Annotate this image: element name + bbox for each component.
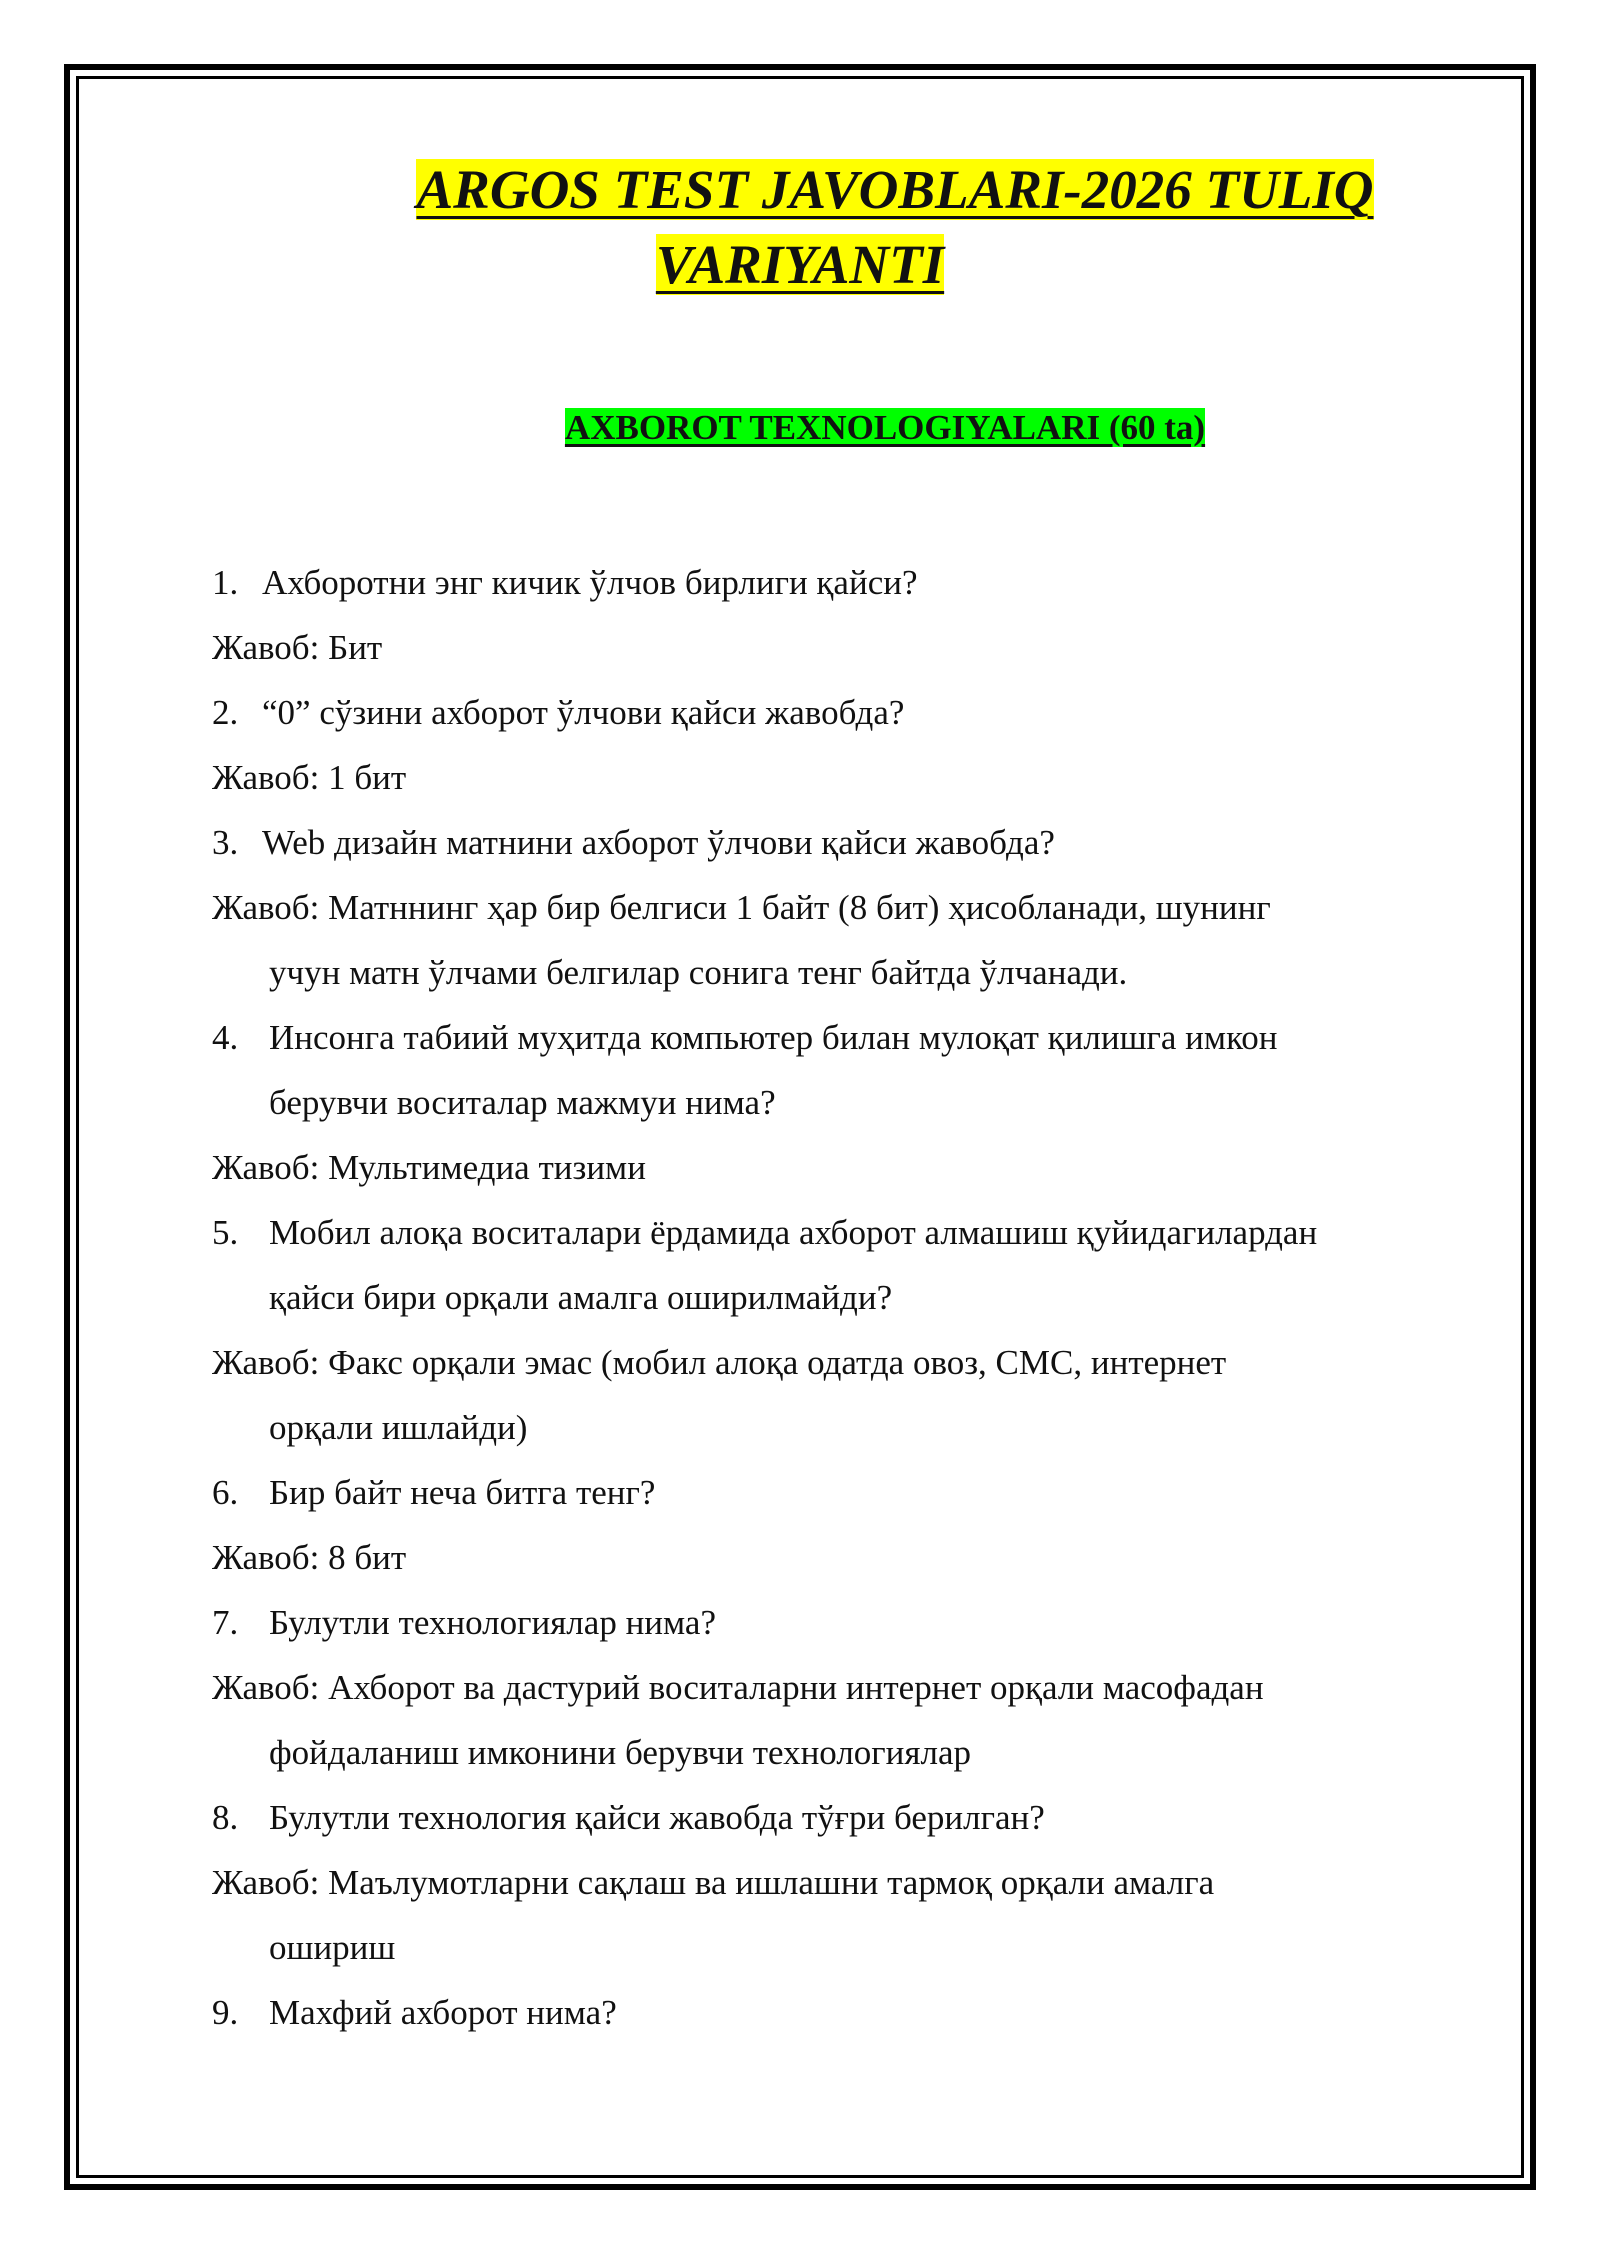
question-text: “0” сўзини ахборот ўлчови қайси жавобда? [262,693,905,732]
answer-8-continued: ошириш [269,1928,396,1967]
question-text: Махфий ахборот нима? [269,1993,617,2032]
question-3 [212,810,1472,875]
question-number: 4. [212,1018,239,1057]
answer-1: Жавоб: Бит [212,628,383,667]
answer-7: Жавоб: Ахборот ва дастурий воситаларни интернет орқали масофадан [212,1668,1264,1707]
document-title-line-2: VARIYANTI [655,234,945,295]
question-answer-list [212,550,1472,2045]
question-text: Web дизайн матнини ахборот ўлчови қайси жавобда? [262,823,1055,862]
question-7 [212,1590,1472,1655]
question-number: 6. [212,1473,239,1512]
question-number: 2. [212,693,239,732]
question-6 [212,1460,1472,1525]
question-text: Бир байт неча битга тенг? [269,1473,656,1512]
answer-7-continued: фойдаланиш имконини берувчи технологиялар [269,1733,971,1772]
answer-8: Жавоб: Маълумотларни сақлаш ва ишлашни тармоқ орқали амалга [212,1863,1215,1902]
question-number: 7. [212,1603,239,1642]
question-text: Ахборотни энг кичик ўлчов бирлиги қайси? [262,563,918,602]
answer-5-continued: орқали ишлайди) [269,1408,528,1447]
answer-4: Жавоб: Мультимедиа тизими [212,1148,646,1187]
question-4-continued: берувчи воситалар мажмуи нима? [269,1083,776,1122]
question-number: 1. [212,563,239,602]
question-1 [212,550,1472,615]
question-5-continued: қайси бири орқали амалга оширилмайди? [269,1278,893,1317]
question-number: 9. [212,1993,239,2032]
answer-3: Жавоб: Матннинг ҳар бир белгиси 1 байт (8 бит) ҳисобланади, шунинг [212,888,1271,927]
question-number: 8. [212,1798,239,1837]
answer-3-continued: учун матн ўлчами белгилар сонига тенг байтда ўлчанади. [269,953,1128,992]
question-number: 5. [212,1213,239,1252]
answer-2: Жавоб: 1 бит [212,758,407,797]
question-5 [212,1200,1472,1265]
question-text: Инсонга табиий муҳитда компьютер билан мулоқат қилишга имкон [269,1018,1278,1057]
question-text: Мобил алоқа воситалари ёрдамида ахборот алмашиш қуйидагилардан [269,1213,1318,1252]
question-8 [212,1785,1472,1850]
question-2 [212,680,1472,745]
question-4 [212,1005,1472,1070]
section-heading: AXBOROT TEXNOLOGIYALARI (60 ta) [564,408,1206,447]
question-text: Булутли технологиялар нима? [269,1603,717,1642]
question-text: Булутли технология қайси жавобда тўғри берилган? [269,1798,1045,1837]
answer-6: Жавоб: 8 бит [212,1538,407,1577]
question-number: 3. [212,823,239,862]
question-9 [212,1980,1472,2045]
document-title-line-1: ARGOS TEST JAVOBLARI-2026 TULIQ [416,159,1374,220]
answer-5: Жавоб: Факс орқали эмас (мобил алоқа одатда овоз, СМС, интернет [212,1343,1227,1382]
